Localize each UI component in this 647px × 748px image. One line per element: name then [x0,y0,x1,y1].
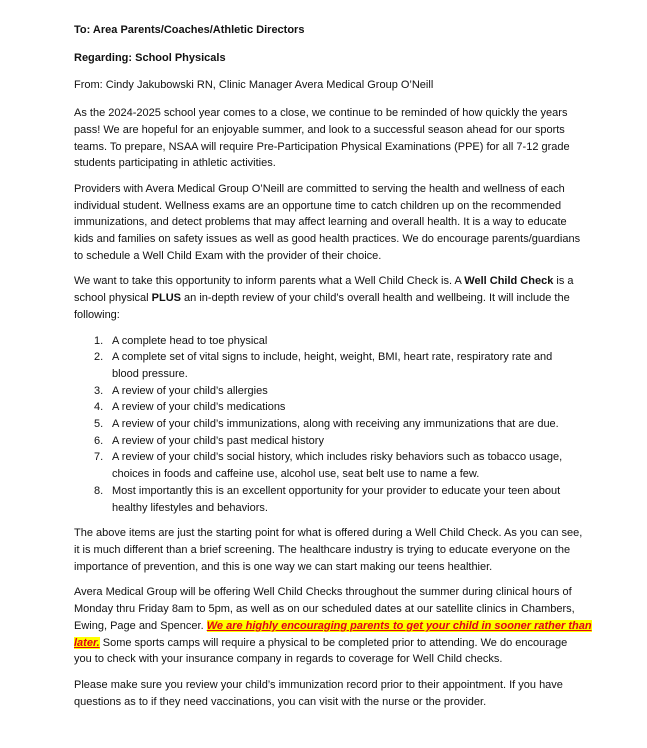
list-item [74,433,574,450]
text-line: kids and families on safety issues as well as good health practices. We do encourage parents/guardians [74,233,581,246]
text-line [74,273,574,290]
text-line: individual student. Wellness exams are an opportune time to catch children up on the recommended [74,199,562,212]
paragraph-summer-checks [74,584,592,668]
to-line: To: Area Parents/Coaches/Athletic Directors [74,24,305,36]
list-item [74,449,574,482]
text-line: The above items are just the starting point for what is offered during a Well Child Check. As you can see, [74,527,583,540]
list-item-text: blood pressure. [112,367,188,380]
text-line: teams. To prepare, NSAA will require Pre-Participation Physical Examinations (PPE) for all 7-12 grade [74,140,570,153]
list-item-text: Most importantly this is an excellent opportunity for your provider to educate your teen about [112,484,561,497]
text-line: immunizations, and detect problems that may affect learning and overall health. It is a way to educate [74,216,567,229]
list-item-text: A complete head to toe physical [112,334,268,347]
text-line [74,290,574,307]
list-item-text: A complete set of vital signs to include, height, weight, BMI, heart rate, respiratory rate and [112,351,553,364]
text-line: to schedule a Well Child Exam with the provider of their choice. [74,249,382,262]
text-line: it is much different than a brief screening. The healthcare industry is trying to educate everyone on the [74,543,571,556]
highlighted-notice: later. [74,636,100,649]
text-line: you to check with your insurance company in regards to coverage for Well Child checks. [74,653,503,666]
text-span: We want to take this opportunity to inform parents what a Well Child Check is. A [74,275,465,288]
text-line: pass! We are hopeful for an enjoyable summer, and look to a successful season ahead for our sports [74,123,565,136]
list-item [74,483,574,516]
list-number: 6. [94,434,104,447]
list-item [74,349,574,382]
list-item-text: choices in foods and caffeine use, alcohol use, seat belt use to name a few. [112,468,480,481]
list-item-text: A review of your child’s allergies [112,384,268,397]
well-child-check-term: Well Child Check [464,275,554,288]
list-item-text: healthy lifestyles and behaviors. [112,501,268,514]
text-line: questions as to if they need vaccinations, you can visit with the nurse or the provider. [74,695,487,708]
text-line [74,618,592,635]
text-line: Please make sure you review your child’s immunization record prior to their appointment. If you have [74,678,563,691]
paragraph-summary [74,525,583,575]
list-item-text: A review of your child’s social history, which includes risky behaviors such as tobacco usage, [112,451,563,464]
list-item [74,383,574,400]
list-item [74,333,574,350]
text-span: is a [553,275,574,288]
list-number: 3. [94,384,104,397]
text-line: Avera Medical Group will be offering Well Child Checks throughout the summer during clinical hours of [74,586,572,599]
text-line: Providers with Avera Medical Group O’Neill are committed to serving the health and wellness of each [74,182,565,195]
list-number: 5. [94,418,104,431]
paragraph-well-child-check [74,273,574,323]
list-number: 8. [94,484,104,497]
list-item [74,399,574,416]
list-item-text: A review of your child’s past medical history [112,434,324,447]
text-line: importance of prevention, and this is one way we can start making our teens healthier. [74,560,493,573]
text-span: Some sports camps will require a physical to be completed prior to attending. We do encourage [99,636,568,649]
text-span: Ewing, Page and Spencer. [74,619,207,632]
well-child-check-list [74,333,574,517]
list-item-text: A review of your child’s medications [112,401,286,414]
text-line: students participating in athletic activities. [74,157,276,170]
paragraph-intro [74,105,574,172]
list-number: 4. [94,401,104,414]
paragraph-immunization [74,677,574,710]
list-item [74,416,574,433]
text-line: Monday thru Friday 8am to 5pm, as well as on our scheduled dates at our satellite clinics in Chambers, [74,603,575,616]
list-item-text: A review of your child’s immunizations, along with receiving any immunizations that are due. [112,418,559,431]
paragraph-providers [74,181,581,265]
letter-page [74,22,592,719]
list-number: 1. [94,334,104,347]
plus-term: PLUS [151,292,181,305]
list-number: 2. [94,351,104,364]
regarding-line: Regarding: School Physicals [74,51,226,64]
text-span: school physical [74,292,152,305]
text-span: an in-depth review of your child’s overall health and wellbeing. It will include the [181,292,570,305]
highlighted-notice: We are highly encouraging parents to get your child in sooner rather than [206,619,592,632]
text-line: following: [74,308,120,321]
list-number: 7. [94,451,104,464]
from-line: From: Cindy Jakubowski RN, Clinic Manager Avera Medical Group O’Neill [74,79,434,92]
text-line [74,635,574,652]
text-line: As the 2024-2025 school year comes to a close, we continue to be reminded of how quickly the years [74,107,568,120]
